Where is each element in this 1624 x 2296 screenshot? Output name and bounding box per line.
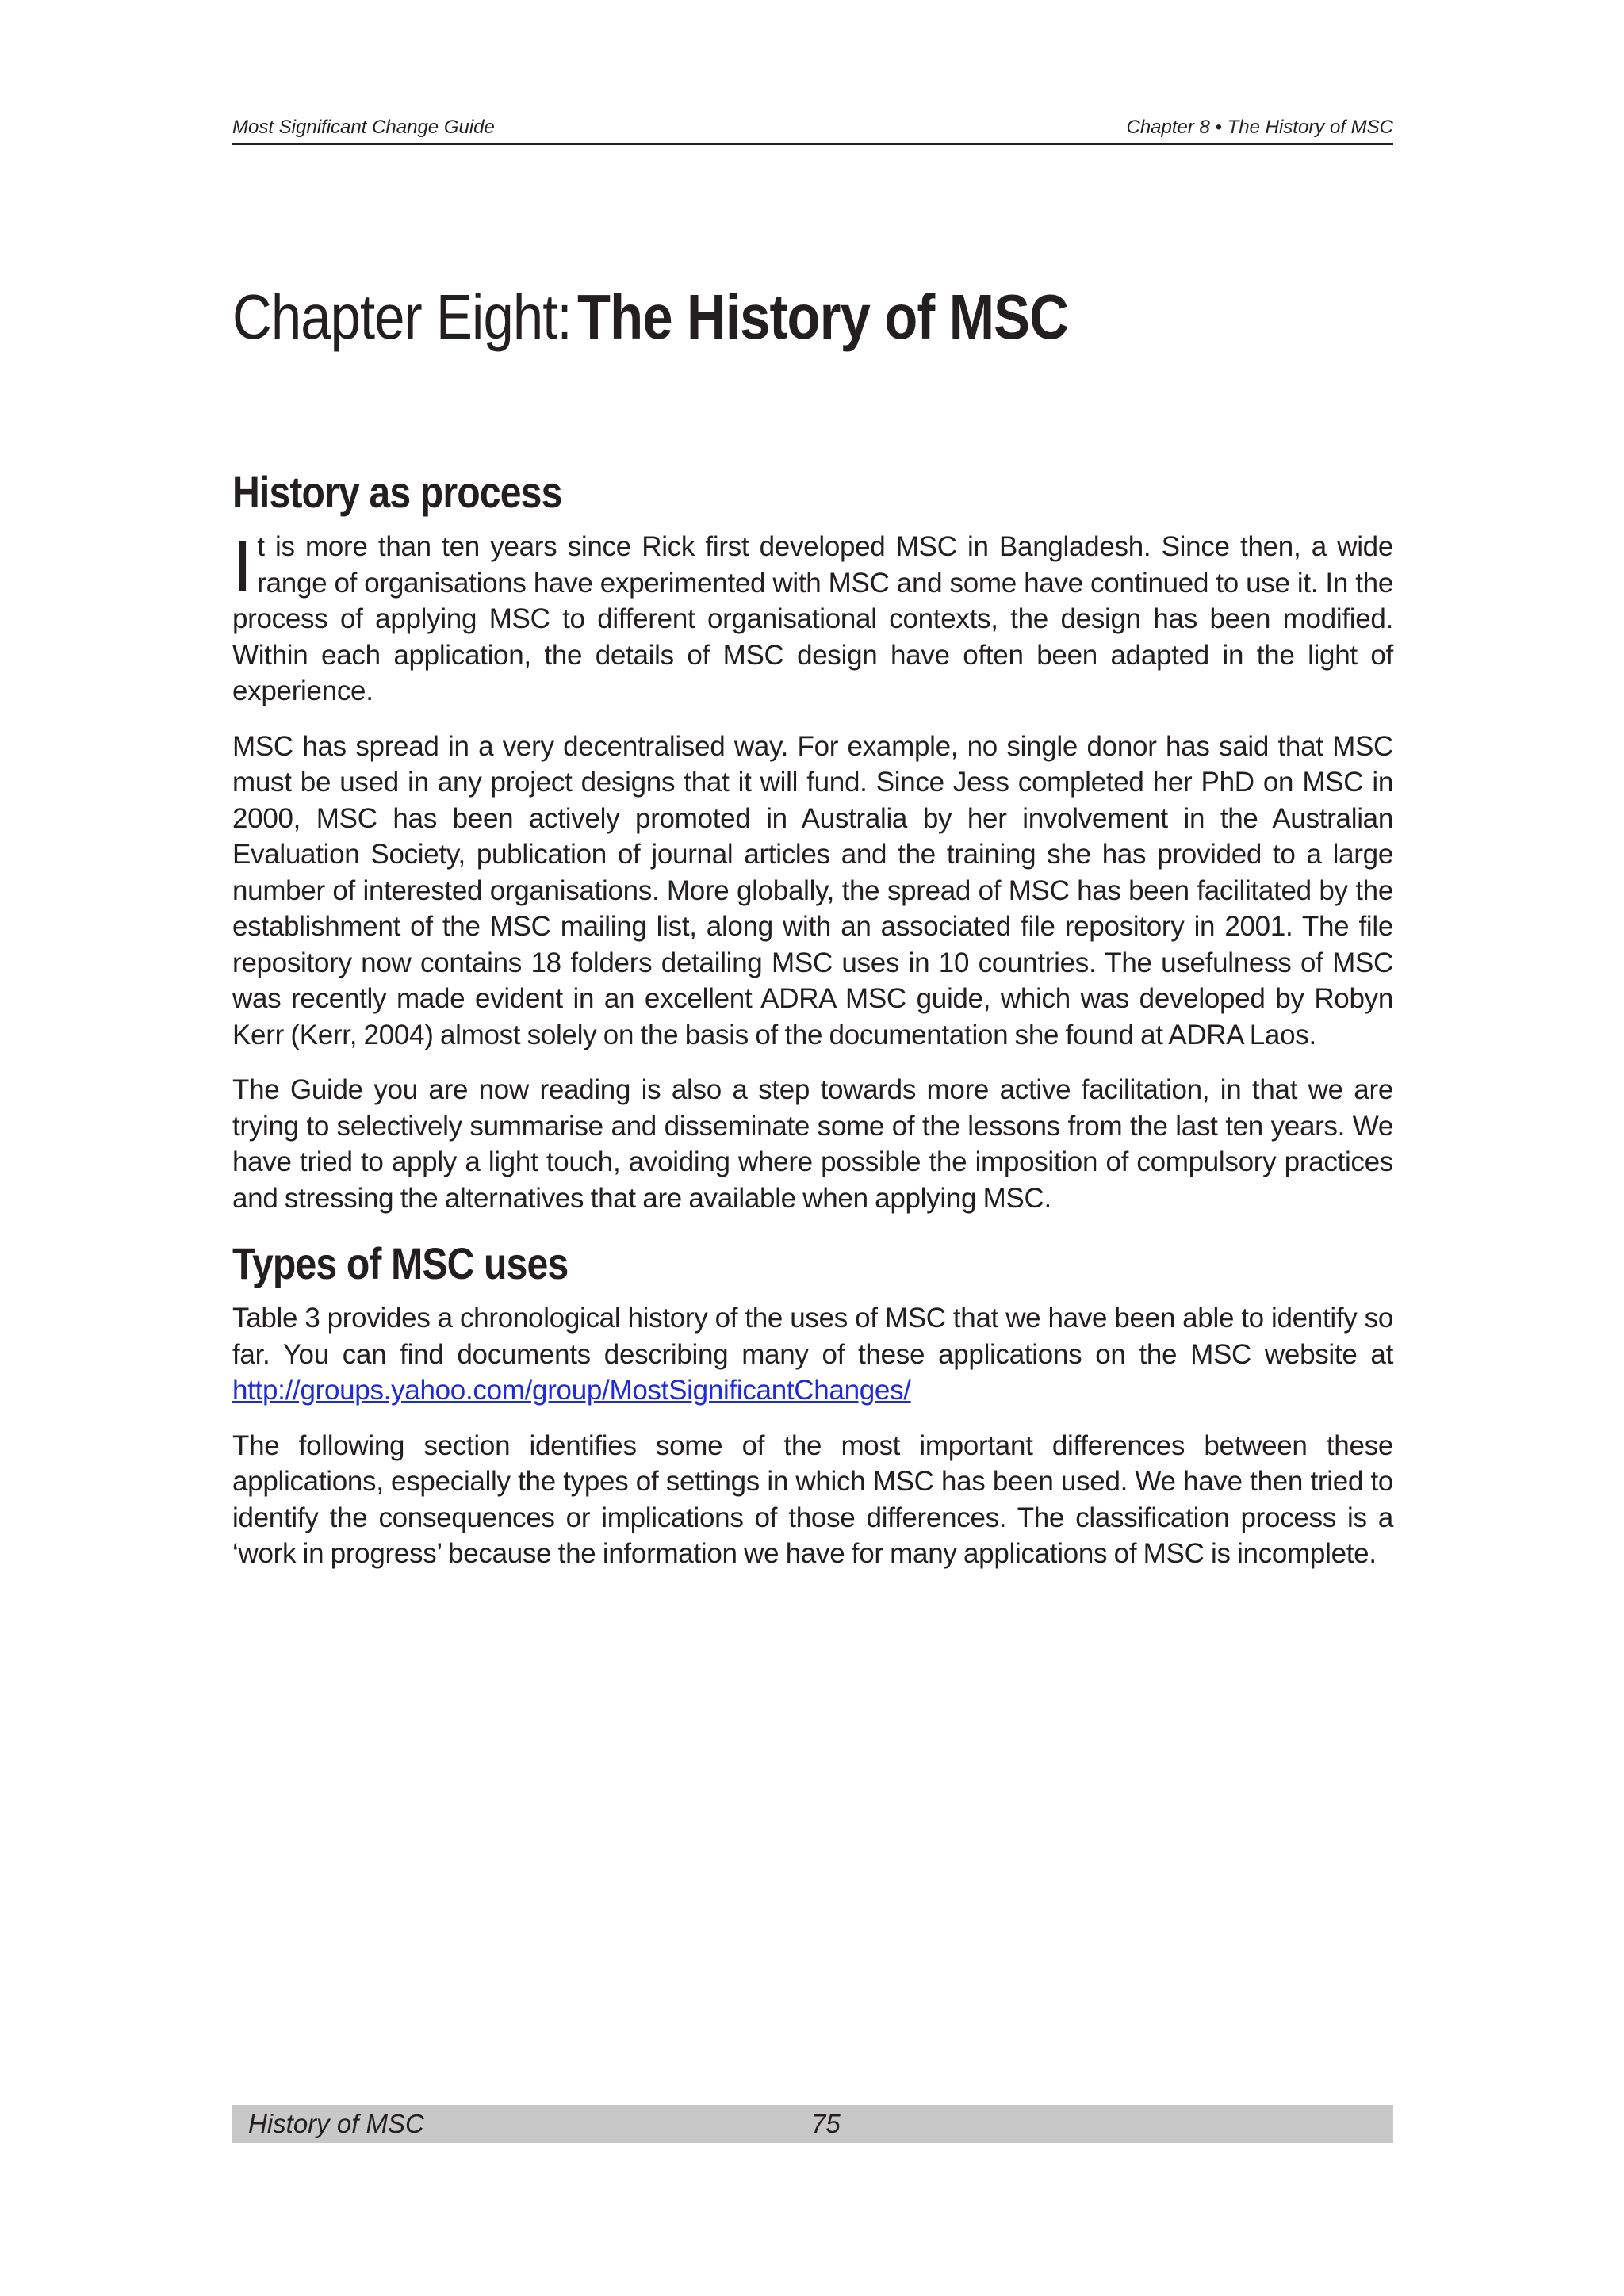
header-chapter-title: Chapter 8 • The History of MSC (1126, 117, 1393, 138)
paragraph-history-2: MSC has spread in a very decentralised way. For example, no single donor has said that MSC must be used in any project designs that it will fund. Since Jess completed her PhD on MSC in 2000, MSC has been actively promoted in Australia by her involvement in the Australian Evaluation Society, publication of journal articles and the training she has provided to a large number of interested organisations. More globally, the spread of MSC has been facilitated by the establishment of the MSC mailing list, along with an associated file repository in 2001. The file repository now contains 18 folders detailing MSC uses in 10 countries. The usefulness of MSC was recently made evident in an excellent ADRA MSC guide, which was developed by Robyn Kerr (Kerr, 2004) almost solely on the basis of the documentation she found at ADRA Laos. (232, 730, 1393, 1050)
paragraph-text: Table 3 provides a chronological history of the uses of MSC that we have been able to identify so far. You can find documents describing many of these applications on the MSC website at (232, 1303, 1393, 1370)
footer-section-name: History of MSC (248, 2109, 424, 2138)
paragraph-text: t is more than ten years since Rick first developed MSC in Bangladesh. Since then, a wide range of organisations have experimented with MSC and some have continued to use it. In the process of applying MSC to different organisational contexts, the design has been modified. Within each application, the details of MSC design have often been adapted in the light of experience. (232, 531, 1393, 706)
body-content (232, 464, 1393, 1591)
paragraph-history-3: The Guide you are now reading is also a step towards more active facilitation, in that we are trying to selectively summarise and disseminate some of the lessons from the last ten years. We have tried to apply a light touch, avoiding where possible the imposition of compulsory practices and stressing the alternatives that are available when applying MSC. (232, 1074, 1393, 1214)
msc-website-link[interactable]: http://groups.yahoo.com/group/MostSignificantChanges/ (232, 1375, 911, 1406)
chapter-title (232, 279, 1148, 355)
footer-bar (232, 2105, 1393, 2143)
section-heading-history-as-process: History as process (232, 467, 562, 517)
drop-cap: I (232, 526, 253, 607)
paragraph-types-1 (232, 1300, 1393, 1409)
page-number: 75 (811, 2109, 841, 2138)
header-guide-title: Most Significant Change Guide (232, 117, 495, 138)
paragraph-history-1 (232, 526, 1393, 710)
document-page (232, 0, 1393, 2296)
chapter-title-main: The History of MSC (577, 281, 1069, 352)
section-heading-types-of-msc-uses: Types of MSC uses (232, 1238, 569, 1288)
paragraph-types-2: The following section identifies some of the most important differences between these applications, especially the types of settings in which MSC has been used. We have then tried to identify the consequences or implications of those differences. The classification process is a ‘work in progress’ because the information we have for many applications of MSC is incomplete. (232, 1429, 1393, 1569)
chapter-title-prefix: Chapter Eight: (232, 281, 572, 352)
running-header (232, 115, 1393, 145)
